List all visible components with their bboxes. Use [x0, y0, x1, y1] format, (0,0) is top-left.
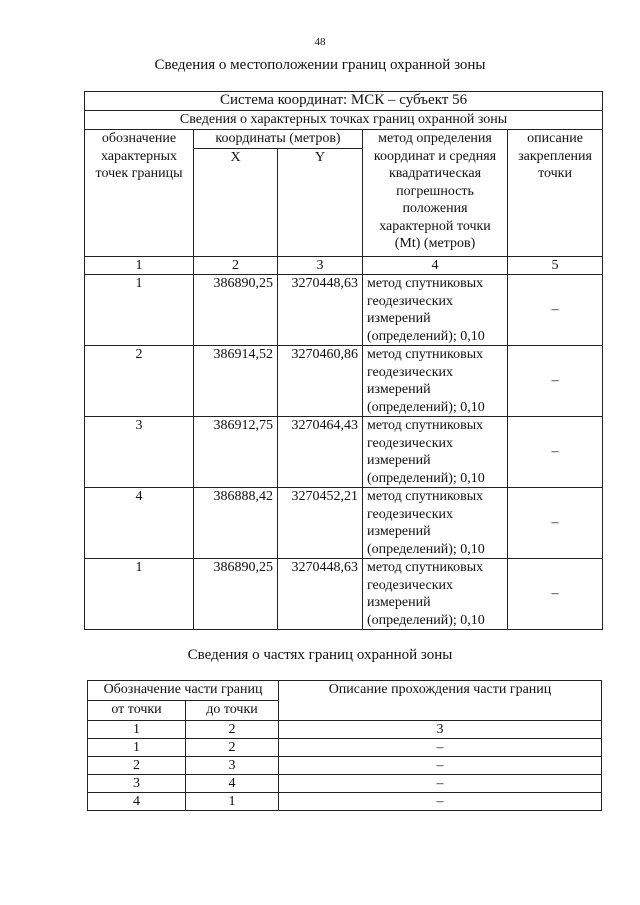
- table-row: [88, 775, 602, 793]
- y-cell: 3270452,21: [278, 488, 363, 559]
- y-cell: 3270464,43: [278, 417, 363, 488]
- from-cell: 1: [88, 721, 186, 739]
- method-cell: метод спутниковых геодезических измерений (определений); 0,10: [363, 417, 508, 488]
- x-cell: 386914,52: [194, 346, 278, 417]
- to-cell: 3: [186, 757, 279, 775]
- col-y-header: Y: [278, 148, 363, 256]
- from-cell: 4: [88, 793, 186, 811]
- section-header: Сведения о характерных точках границ охранной зоны: [85, 111, 603, 130]
- y-cell: 3270460,86: [278, 346, 363, 417]
- table-row: [88, 739, 602, 757]
- point-cell: 3: [85, 417, 194, 488]
- part-description-cell: –: [279, 775, 602, 793]
- part-description-cell: –: [279, 739, 602, 757]
- table-row: [88, 793, 602, 811]
- col-number: 4: [363, 256, 508, 275]
- col-description-header: описание закрепления точки: [508, 130, 603, 257]
- part-description-cell: –: [279, 757, 602, 775]
- x-cell: 386890,25: [194, 275, 278, 346]
- col-part-description-header: Описание прохождения части границ: [279, 681, 602, 721]
- description-cell: –: [508, 346, 603, 417]
- table-row: [85, 275, 603, 346]
- col-number: 5: [508, 256, 603, 275]
- table-row: [88, 757, 602, 775]
- description-cell: –: [508, 275, 603, 346]
- section-subtitle: Сведения о частях границ охранной зоны: [187, 647, 453, 663]
- method-cell: метод спутниковых геодезических измерений (определений); 0,10: [363, 346, 508, 417]
- table-row: [85, 417, 603, 488]
- from-cell: 3: [88, 775, 186, 793]
- col-number: 2: [194, 256, 278, 275]
- characteristic-points-table: [84, 91, 603, 630]
- point-cell: 1: [85, 559, 194, 630]
- col-coordinates-header: координаты (метров): [194, 130, 363, 149]
- col-x-header: X: [194, 148, 278, 256]
- x-cell: 386888,42: [194, 488, 278, 559]
- y-cell: 3270448,63: [278, 559, 363, 630]
- x-cell: 386890,25: [194, 559, 278, 630]
- col-designation-header: обозначение характерных точек границы: [85, 130, 194, 257]
- col-part-header: Обозначение части границ: [88, 681, 279, 701]
- point-cell: 4: [85, 488, 194, 559]
- from-cell: 2: [88, 757, 186, 775]
- to-cell: 2: [186, 739, 279, 757]
- coordinate-system-header: Система координат: МСК – субъект 56: [85, 92, 603, 111]
- from-cell: 1: [88, 739, 186, 757]
- col-from-header: от точки: [88, 701, 186, 721]
- table-row: [85, 488, 603, 559]
- col-number: 3: [278, 256, 363, 275]
- table-row: [85, 559, 603, 630]
- description-cell: –: [508, 559, 603, 630]
- method-cell: метод спутниковых геодезических измерений (определений); 0,10: [363, 488, 508, 559]
- table-row: [88, 721, 602, 739]
- table-row: [85, 346, 603, 417]
- document-title: Сведения о местоположении границ охранной зоны: [154, 57, 486, 73]
- part-description-cell: –: [279, 793, 602, 811]
- part-description-cell: 3: [279, 721, 602, 739]
- col-method-header: метод определения координат и средняя квадратическая погрешность положения характерной точки (Mt) (метров): [363, 130, 508, 257]
- page-number: 48: [314, 36, 326, 48]
- to-cell: 4: [186, 775, 279, 793]
- boundary-parts-table: [87, 680, 602, 811]
- col-to-header: до точки: [186, 701, 279, 721]
- x-cell: 386912,75: [194, 417, 278, 488]
- description-cell: –: [508, 488, 603, 559]
- method-cell: метод спутниковых геодезических измерений (определений); 0,10: [363, 559, 508, 630]
- to-cell: 1: [186, 793, 279, 811]
- y-cell: 3270448,63: [278, 275, 363, 346]
- method-cell: метод спутниковых геодезических измерений (определений); 0,10: [363, 275, 508, 346]
- col-number: 1: [85, 256, 194, 275]
- to-cell: 2: [186, 721, 279, 739]
- point-cell: 1: [85, 275, 194, 346]
- point-cell: 2: [85, 346, 194, 417]
- description-cell: –: [508, 417, 603, 488]
